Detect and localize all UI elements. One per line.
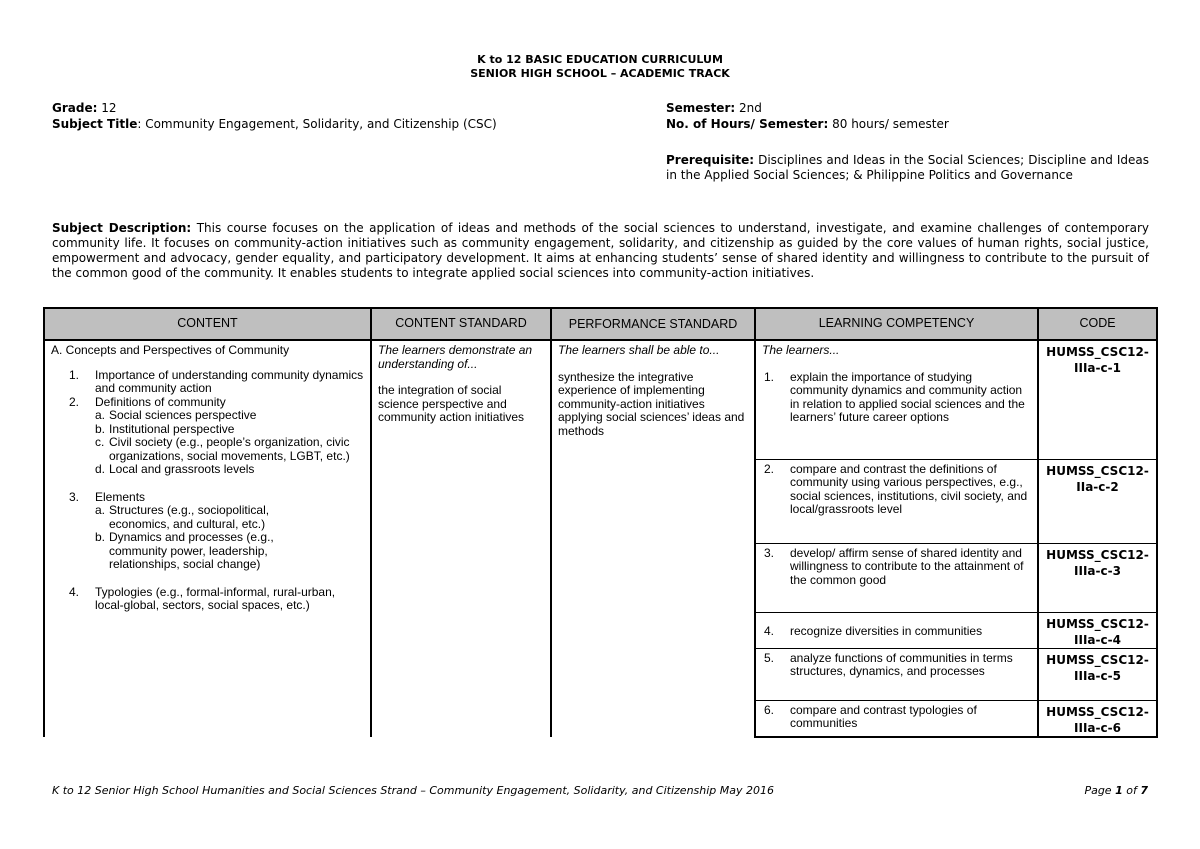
header-code: CODE xyxy=(1038,308,1157,340)
competency-cell-2 xyxy=(755,459,1038,543)
performance-standard-cell xyxy=(551,340,755,737)
semester-label: Semester: xyxy=(666,101,736,115)
competency-cell-3 xyxy=(755,543,1038,612)
code-cell-1: HUMSS_CSC12-IIIa-c-1 xyxy=(1038,340,1157,459)
prerequisite xyxy=(666,153,1149,183)
hours-value: 80 hours/ semester xyxy=(832,117,949,131)
document-header xyxy=(0,53,1200,81)
competency-number: 3. xyxy=(764,545,775,560)
curriculum-title: K to 12 BASIC EDUCATION CURRICULUM xyxy=(477,53,723,66)
curriculum-table xyxy=(43,307,1158,738)
footer-text: K to 12 Senior High School Humanities and Social Sciences Strand – Community Engagement, Solidarity, and Citizenship May 2016 xyxy=(52,784,775,797)
prereq-label: Prerequisite: xyxy=(666,153,755,167)
competency-number: 6. xyxy=(764,702,775,717)
hours-label: No. of Hours/ Semester: xyxy=(666,117,829,131)
header-content-standard: CONTENT STANDARD xyxy=(371,308,551,340)
performance-standard-intro: The learners shall be able to... xyxy=(558,343,720,357)
code-cell-5: HUMSS_CSC12-IIIa-c-5 xyxy=(1038,648,1157,700)
description-label: Subject Description: xyxy=(52,221,192,235)
subject-line xyxy=(52,117,497,132)
grade-value: 12 xyxy=(101,101,117,115)
code-cell-6: HUMSS_CSC12-IIIa-c-6 xyxy=(1038,700,1157,737)
competency-number: 1. xyxy=(764,369,775,384)
content-standard-cell xyxy=(371,340,551,737)
current-page: 1 xyxy=(1115,784,1123,797)
competency-cell-1 xyxy=(755,340,1038,459)
competency-cell-5 xyxy=(755,648,1038,700)
code-cell-2: HUMSS_CSC12-IIa-c-2 xyxy=(1038,459,1157,543)
subject-value: : Community Engagement, Solidarity, and Citizenship (CSC) xyxy=(137,117,497,131)
content-subitem: b. Institutional perspective xyxy=(95,421,235,436)
content-subitem: c. Civil society (e.g., people’s organization, civic organizations, social movements, LGBT, etc.) xyxy=(95,435,350,463)
page-number: Page 1 of 7 xyxy=(1084,784,1148,797)
content-item: 2. Definitions of community xyxy=(69,394,226,409)
competency-text: recognize diversities in communities xyxy=(790,623,983,638)
competency-cell-6 xyxy=(755,700,1038,737)
content-item: 4. Typologies (e.g., formal-informal, rural-urban, local-global, sectors, social spaces, etc.) xyxy=(69,584,336,612)
track-title: SENIOR HIGH SCHOOL – ACADEMIC TRACK xyxy=(470,67,730,80)
header-learning-competency: LEARNING COMPETENCY xyxy=(755,308,1038,340)
competency-text: compare and contrast the definitions of community using various perspectives, e.g., social sciences, institutions, civil society, and local/grassroots level xyxy=(790,461,1028,516)
content-item: 1. Importance of understanding community dynamics and community action xyxy=(69,367,364,395)
code-cell-3: HUMSS_CSC12-IIIa-c-3 xyxy=(1038,543,1157,612)
content-subitem: a. Social sciences perspective xyxy=(95,408,257,422)
description-text: This course focuses on the application of ideas and methods of the social sciences to understand, investigate, and examine challenges of contemporary community life. It focuses on community-action initiatives such as community engagement, solidarity, and citizenship as guided by the core values of human rights, social justice, empowerment and advocacy, gender equality, and participatory development. It aims at enhancing students’ sense of shared identity and willingness to contribute to the pursuit of the common good of the community. It enables students to integrate applied social sciences into community-action initiatives. xyxy=(52,221,1149,280)
subject-label: Subject Title xyxy=(52,117,138,131)
competency-text: develop/ affirm sense of shared identity and willingness to contribute to the attainment of the common good xyxy=(790,545,1024,587)
grade-line xyxy=(52,101,117,116)
competency-number: 2. xyxy=(764,461,775,476)
subject-description xyxy=(52,221,1149,281)
prereq-value: Disciplines and Ideas in the Social Sciences; Discipline and Ideas in the Applied Social Sciences; & Philippine Politics and Governance xyxy=(666,153,1149,182)
hours-line xyxy=(666,117,949,132)
performance-standard-text: synthesize the integrative experience of implementing community-action initiatives applying social sciences’ ideas and methods xyxy=(558,369,745,438)
competency-number: 5. xyxy=(764,650,775,665)
competency-cell-4 xyxy=(755,612,1038,648)
semester-line xyxy=(666,101,762,116)
code-cell-4: HUMSS_CSC12-IIIa-c-4 xyxy=(1038,612,1157,648)
header-content: CONTENT xyxy=(44,308,371,340)
competency-text: analyze functions of communities in terms structures, dynamics, and processes xyxy=(790,650,1013,678)
competency-number: 4. xyxy=(764,623,775,638)
header-performance-standard: PERFORMANCE STANDARD xyxy=(551,308,755,340)
content-standard-text: the integration of social science perspective and community action initiatives xyxy=(378,383,525,424)
competency-text: explain the importance of studying community dynamics and community action in relation to applied social sciences and the learners’ future career options xyxy=(790,369,1025,424)
grade-label: Grade: xyxy=(52,101,98,115)
content-item: 3. Elements xyxy=(69,489,146,504)
content-subitem: d. Local and grassroots levels xyxy=(95,462,255,476)
content-standard-intro: The learners demonstrate an understanding of... xyxy=(378,343,533,371)
competency-text: compare and contrast typologies of communities xyxy=(790,702,977,730)
content-subitem: b. Dynamics and processes (e.g., community power, leadership, relationships, social change) xyxy=(95,530,274,571)
content-subitem: a. Structures (e.g., sociopolitical, economics, and cultural, etc.) xyxy=(95,503,270,531)
table-header-row xyxy=(44,308,1157,340)
content-heading: A. Concepts and Perspectives of Community xyxy=(51,343,290,357)
semester-value: 2nd xyxy=(739,101,762,115)
competency-intro: The learners... xyxy=(762,343,840,357)
content-cell xyxy=(44,340,371,737)
total-pages: 7 xyxy=(1140,784,1148,797)
